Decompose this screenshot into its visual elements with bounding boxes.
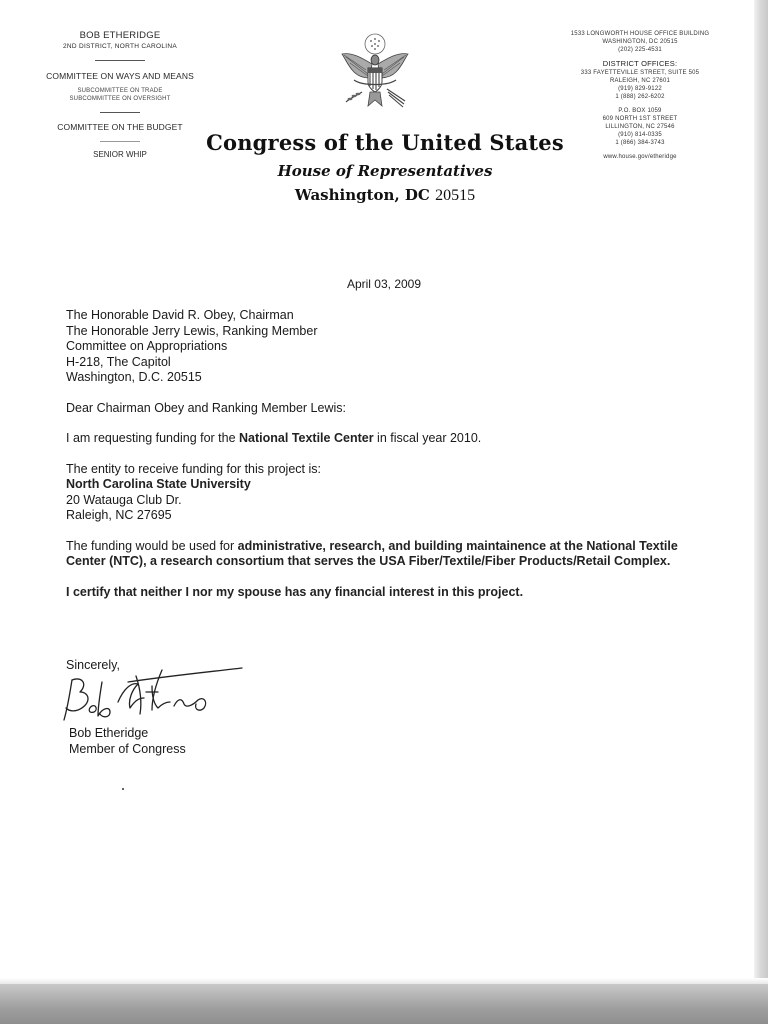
member-name: BOB ETHERIDGE [79,30,161,41]
dc-office-phone: (202) 225-4531 [618,47,662,53]
speck [122,788,124,790]
purpose-detail: administrative, research, and building maintainence at the National Textile Center (NTC), a research consortium that serves the USA Fiber/Textile/Fiber Products/Retail Complex. [66,538,678,568]
signer-block [69,726,269,757]
purpose-prefix: The funding would be used for [66,538,238,553]
dc-office-address: 1533 LONGWORTH HOUSE OFFICE BUILDING [570,31,710,37]
address-line: The Honorable David R. Obey, Chairman [66,308,294,322]
letterhead-left [40,30,200,159]
member-role: SENIOR WHIP [93,150,147,159]
letterhead-title [190,130,580,205]
member-district: 2ND DISTRICT, NORTH CAROLINA [62,43,178,50]
lillington-office-pobox: P.O. BOX 1059 [618,108,662,114]
raleigh-office-phone: (919) 829-9122 [618,86,662,92]
signer-name: Bob Etheridge [69,726,149,740]
house-heading: House of Representatives [277,162,493,180]
lillington-office-city: LILLINGTON, NC 27546 [605,124,675,130]
divider [100,141,140,142]
washington-city: Washington, DC [294,186,430,204]
divider [100,112,140,113]
lillington-office-street: 609 NORTH 1ST STREET [602,116,678,122]
district-offices-heading: DISTRICT OFFICES: [602,59,678,68]
address-line: Washington, D.C. 20515 [66,370,202,384]
handwritten-signature [58,662,248,734]
committee-ways-means: COMMITTEE ON WAYS AND MEANS [46,71,194,81]
signer-title: Member of Congress [69,741,186,756]
request-paragraph [66,431,706,447]
inside-address [66,308,706,386]
subcommittee-trade: SUBCOMMITTEE ON TRADE [77,88,163,94]
purpose-paragraph [66,539,706,570]
entity-city: Raleigh, NC 27695 [66,508,172,522]
entity-intro: The entity to receive funding for this project is: [66,461,321,476]
request-suffix: in fiscal year 2010. [373,431,482,445]
closing: Sincerely, [66,658,120,672]
entity-street: 20 Watauga Club Dr. [66,492,182,507]
address-line: Committee on Appropriations [66,339,228,353]
signature-block [66,658,366,756]
lillington-office-tollfree: 1 (866) 384-3743 [615,140,665,146]
scan-edge-right [754,0,768,1024]
address-line: H-218, The Capitol [66,354,171,369]
letter-body [66,308,706,600]
eagle-seal-icon [332,30,418,116]
letter-date: April 03, 2009 [346,277,422,291]
website: www.house.gov/etheridge [603,154,677,160]
scan-edge-bottom [0,984,768,1024]
salutation: Dear Chairman Obey and Ranking Member Lewis: [66,400,346,415]
letterhead-right [565,30,715,161]
washington-heading [190,186,580,205]
raleigh-office-city: RALEIGH, NC 27601 [609,78,671,84]
divider [95,60,145,61]
raleigh-office-street: 333 FAYETTEVILLE STREET, SUITE 505 [580,70,700,76]
entity-name: North Carolina State University [66,477,251,491]
congress-heading: Congress of the United States [206,130,564,155]
certification: I certify that neither I nor my spouse has any financial interest in this project. [66,584,524,599]
raleigh-office-tollfree: 1 (888) 262-6202 [615,94,665,100]
request-prefix: I am requesting funding for the [66,431,240,445]
dc-office-city: WASHINGTON, DC 20515 [602,39,678,45]
address-line: The Honorable Jerry Lewis, Ranking Member [66,323,318,338]
project-name: National Textile Center [239,431,374,445]
lillington-office-phone: (910) 814-0335 [618,132,662,138]
committee-budget: COMMITTEE ON THE BUDGET [57,122,183,132]
washington-zip: 20515 [435,187,476,204]
subcommittee-oversight: SUBCOMMITTEE ON OVERSIGHT [69,96,171,102]
